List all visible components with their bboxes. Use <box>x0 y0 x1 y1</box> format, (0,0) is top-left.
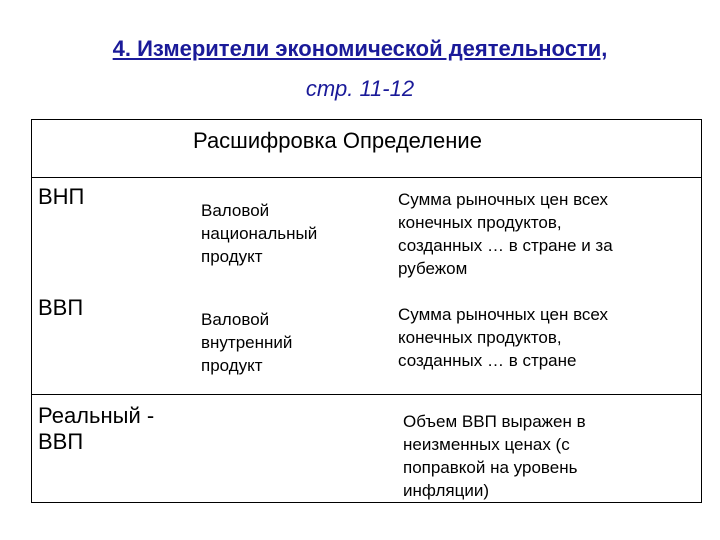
row-gnp-abbr: ВНП <box>38 184 85 209</box>
row-real-gdp-abbr: Реальный - ВВП <box>38 403 155 454</box>
row-gnp-definition: Сумма рыночных цен всех конечных продуктов, созданных … в стране и за рубежом <box>398 190 613 278</box>
row-gdp-abbr: ВВП <box>38 295 84 320</box>
table-header: Расшифровка Определение <box>193 128 482 153</box>
slide-title <box>0 34 720 64</box>
header-divider <box>32 177 701 178</box>
slide-subtitle: стр. 11-12 <box>305 76 415 101</box>
measures-table <box>31 119 702 503</box>
rows-divider <box>32 394 701 395</box>
row-real-gdp-definition: Объем ВВП выражен в неизменных ценах (с поправкой на уровень инфляции) <box>403 412 586 500</box>
slide-title-text: 4. Измерители экономической деятельности, <box>112 36 608 61</box>
row-gdp-definition: Сумма рыночных цен всех конечных продуктов, созданных … в стране <box>398 305 609 370</box>
row-gnp-decode: Валовой национальный продукт <box>201 201 318 266</box>
row-gdp-decode: Валовой внутренний продукт <box>201 310 293 375</box>
